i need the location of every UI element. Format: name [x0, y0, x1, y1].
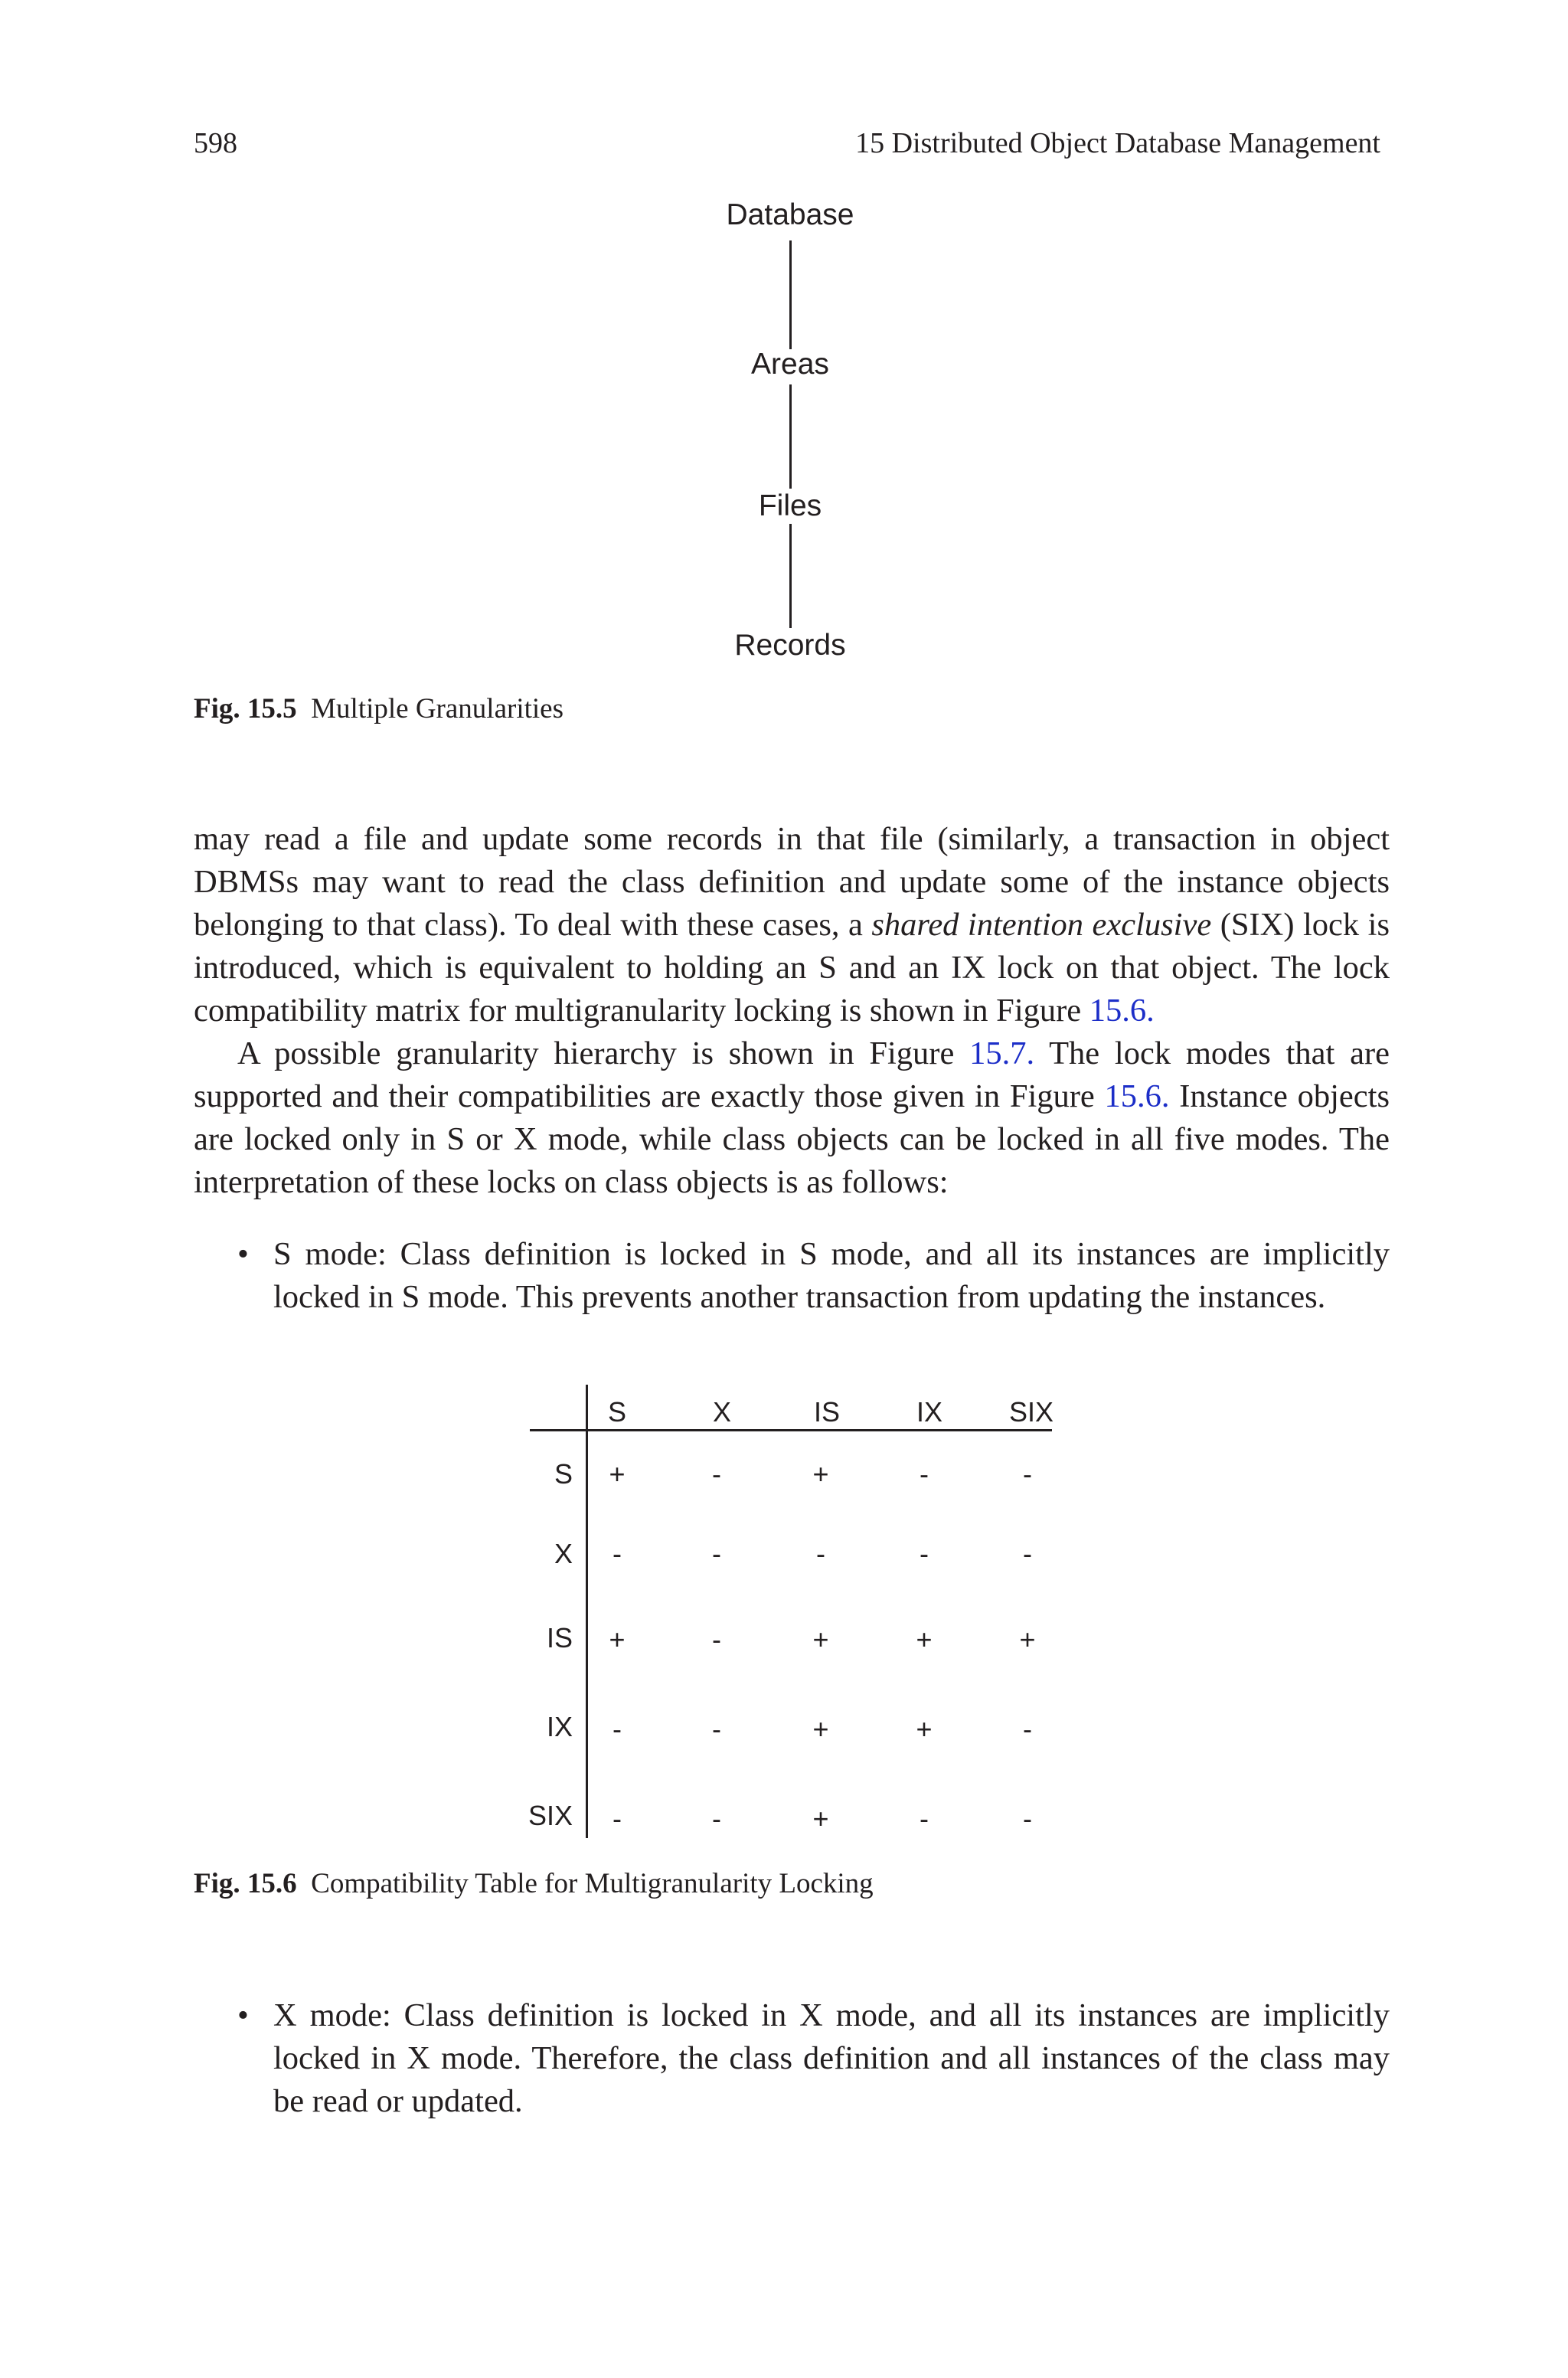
paragraph-text: A possible granularity hierarchy is shown in Figure: [237, 1035, 970, 1071]
table-cell: -: [1023, 1713, 1032, 1745]
table-cell: -: [712, 1803, 721, 1834]
row-header: IS: [546, 1622, 573, 1653]
column-header: IX: [916, 1396, 942, 1428]
table-cell: -: [612, 1538, 622, 1569]
table-cell: -: [712, 1624, 721, 1655]
body-paragraph-1: [194, 818, 1390, 1032]
caption-label: Fig. 15.5: [194, 693, 297, 725]
node-database: Database: [726, 198, 854, 231]
emphasis-term: shared intention exclusive: [871, 907, 1212, 943]
connector-line: [789, 524, 792, 628]
figure-ref-15-6[interactable]: 15.6.: [1089, 993, 1155, 1029]
paragraph-text: (SIX) lock is introduced, which is equivalent to holding an S and an IX lock on that object. The lock compatibility matrix for multigranularity locking is shown in Figure: [194, 907, 1390, 1029]
table-cell: +: [812, 1458, 829, 1490]
table-cell: -: [712, 1458, 721, 1490]
paragraph-text: The lock modes that are supported and their compatibilities are exactly those given in Figure: [194, 1035, 1390, 1114]
body-paragraph-2: [194, 1032, 1390, 1204]
row-header: SIX: [528, 1800, 573, 1831]
paragraph-text: may read a file and update some records in that file (similarly, a transaction in object DBMSs may want to read the class definition and update some of the instance objects belonging to that class). To deal with these cases, a: [194, 821, 1390, 943]
row-header: IX: [546, 1711, 573, 1742]
table-cell: -: [612, 1803, 622, 1834]
table-cell: -: [816, 1538, 825, 1569]
node-records: Records: [734, 629, 846, 662]
bullet-text: X mode: Class definition is locked in X mode, and all its instances are implicitly locked in X mode. Therefore, the class definition and all instances of the class may be read or updated.: [273, 1997, 1390, 2119]
table-cell: +: [812, 1624, 829, 1655]
table-cell: -: [712, 1538, 721, 1569]
table-cell: -: [1023, 1538, 1032, 1569]
connector-line: [789, 384, 792, 489]
table-cell: -: [1023, 1803, 1032, 1834]
column-header: X: [712, 1396, 731, 1428]
table-cell: -: [612, 1713, 622, 1745]
caption-text: Compatibility Table for Multigranularity Locking: [311, 1868, 874, 1899]
table-cell: -: [1023, 1458, 1032, 1490]
table-cell: +: [1019, 1624, 1036, 1655]
column-header: S: [607, 1396, 626, 1428]
caption-text: Multiple Granularities: [311, 693, 564, 725]
table-vertical-rule: [586, 1385, 588, 1838]
bullet-icon: •: [237, 1236, 249, 1272]
running-head: 15 Distributed Object Database Management: [855, 127, 1380, 159]
column-header: SIX: [1008, 1396, 1054, 1428]
table-cell: +: [609, 1458, 626, 1490]
table-horizontal-rule: [530, 1429, 1052, 1431]
table-cell: -: [712, 1713, 721, 1745]
bullet-icon: •: [237, 1997, 249, 2033]
table-cell: -: [920, 1458, 929, 1490]
figure-caption-15-6: [194, 1866, 874, 1902]
table-cell: -: [920, 1803, 929, 1834]
table-cell: +: [812, 1713, 829, 1745]
bullet-text: S mode: Class definition is locked in S mode, and all its instances are implicitly locked in S mode. This prevents another transaction from updating the instances.: [273, 1236, 1390, 1315]
node-files: Files: [758, 489, 822, 522]
node-areas: Areas: [751, 348, 829, 381]
row-header: X: [554, 1538, 573, 1569]
bullet-item-x-mode: [237, 1994, 1390, 2123]
table-cell: +: [609, 1624, 626, 1655]
table-cell: +: [916, 1624, 933, 1655]
caption-label: Fig. 15.6: [194, 1868, 297, 1899]
column-header: IS: [813, 1396, 840, 1428]
page-number: 598: [194, 127, 237, 159]
figure-ref-15-7[interactable]: 15.7.: [969, 1035, 1035, 1071]
table-cell: -: [920, 1538, 929, 1569]
row-header: S: [554, 1458, 573, 1490]
figure-ref-15-6[interactable]: 15.6.: [1104, 1078, 1170, 1114]
table-cell: +: [812, 1803, 829, 1834]
connector-line: [789, 240, 792, 349]
paragraph-text: Instance objects are locked only in S or X mode, while class objects can be locked in all five modes. The interpretation of these locks on class objects is as follows:: [194, 1078, 1390, 1200]
figure-caption-15-5: [194, 692, 564, 727]
table-cell: +: [916, 1713, 933, 1745]
bullet-item-s-mode: [237, 1233, 1390, 1319]
